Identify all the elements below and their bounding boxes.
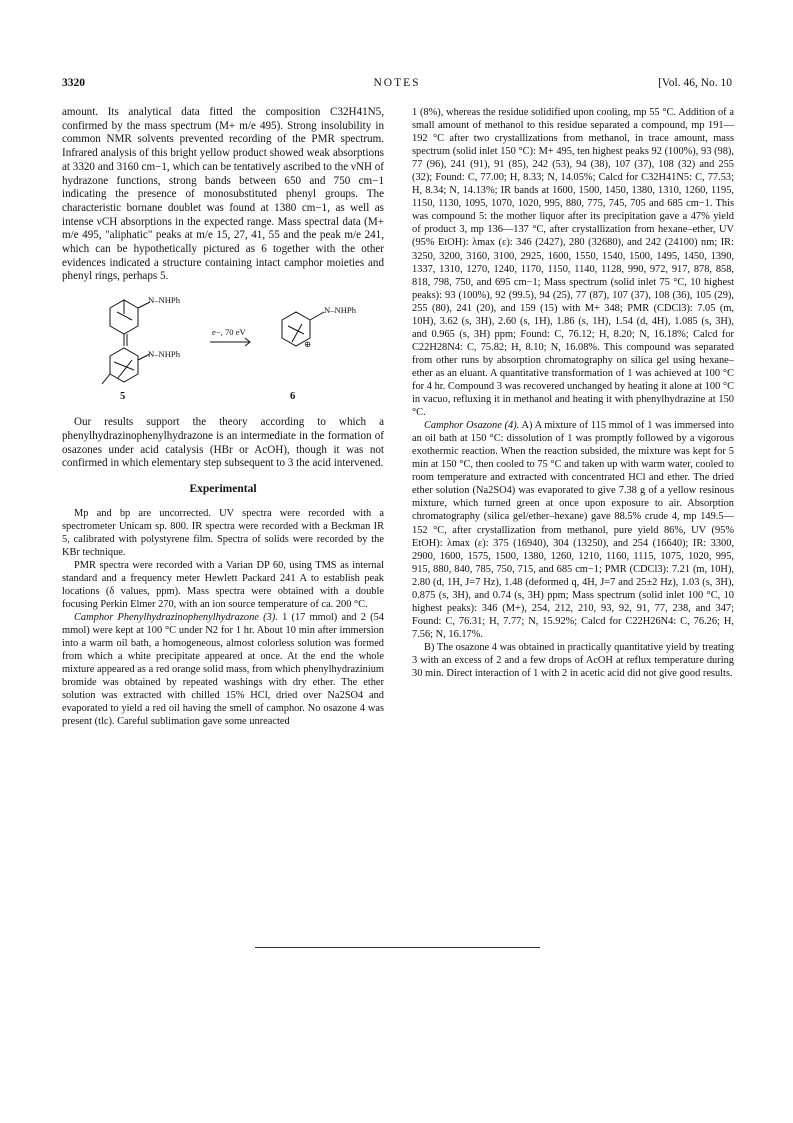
paragraph-compound-5: 1 (8%), whereas the residue solidified upon cooling, mp 55 °C. Addition of a small amount of methanol to this residue separated a compound, mp 191—192 °C after two crystallizations from methanol, in trace amount, mass spectrum (solid inlet 150 °C): M+ 495, ten highest peaks 92 (100%), 93 (98), 77 (96), 241 (91), 91 (85), 242 (53), 94 (38), 107 (37), 108 (32) and 255 (32); Found: C, 77.00; H, 8.33; N, 14.05%; Calcd for C32H41N5: C, 77.53; H, 8.34; N, 14.13%; IR bands at 1600, 1500, 1450, 1380, 1310, 1260, 1195, 1150, 1130, 1095, 1070, 1020, 995, 880, 775, 745, 705 and 685 cm−1. This was compound 5: the mother liquor after its precipitation gave a 47% yield of product 3, mp 136—137 °C, after crystallization from hexane–ether, UV (95% EtOH): λmax (ε): 346 (2427), 280 (32680), and 242 (24100) nm; IR: 3250, 3200, 3160, 3100, 2925, 1600, 1550, 1540, 1500, 1495, 1450, 1390, 1337, 1310, 1270, 1240, 1170, 1150, 1140, 1128, 990, 972, 917, 878, 858, 818, 798, 750, and 695 cm−1; Mass spectrum (solid inlet 75 °C, 10 highest peaks): 93 (100%), 92 (99.5), 94 (25), 77 (87), 107 (37), 108 (36), 105 (29), 255 (80), 241 (20), and 159 (15) with M+ 348; PMR (CDCl3): 7.05 (m, 10H), 3.62 (s, 3H), 2.60 (s, 1H), 1.86 (s, 1H), 1.54 (d, 4H), 1.085 (s, 3H), and 0.965 (s, 3H) ppm; Found: C, 76.12; H, 8.20; N, 16.18%; Calcd for C22H28N4: C, 75.82; H, 8.10; N, 16.08%. This compound was separated from other runs by absorption chromatography on silica gel using hexane–ether as an eluant. A quantitative transformation of 1 was achieved at 100 °C for 4 hr. Compound 3 was recovered unchanged by heating it alone at 100 °C in vacuo, refluxing it in methanol and heating it with phenylhydrazine at 150 °C. [412,107,734,419]
experimental-heading: Experimental [189,482,257,495]
nnhph-label-product: N–NHPh [324,305,356,316]
osazone-text: A) A mixture of 115 mmol of 1 was immersed into an oil bath at 150 °C: dissolution of 1 was promptly followed by a vigorous exothermic reaction. When the reaction subsided, the mixture was kept for 5 min at 150 °C, then cooled to 75 °C and taken up with warm water, cooled to room temperature and extracted with concentrated HCl and ether. The dried ether solution (Na2SO4) was evaporated to give 7.38 g of a yellow resinous mixture, which turned green at once upon exposure to air. Absorption chromatography (silica gel/ether–hexane) gave 88.5% crude 4, mp 149.5—152 °C, after crystallization from methanol, pure yield 86%, UV (95% EtOH): λmax (ε): 375 (16940), 304 (13250), and 254 (16640); IR: 3300, 2900, 1600, 1575, 1500, 1380, 1260, 1210, 1160, 1115, 1075, 1020, 995, 915, 880, 840, 785, 750, 715, and 685 cm−1; PMR (CDCl3): 7.21 (m, 10H), 2.80 (d, 1H, J=7 Hz), 1.48 (deformed q, 4H, J=7 and 25±2 Hz), 1.03 (s, 3H), 0.875 (s, 3H), and 0.74 (s, 3H) ppm; Mass spectrum (solid inlet 100 °C, 10 highest peaks): 346 (M+), 254, 212, 210, 93, 92, 91, 77, 238, and 347; Found: C, 76.31; H, 7.77; N, 15.92%; Calcd for C22H26N4: C, 76.26; H, 7.56; N, 16.17%. [412,420,734,640]
nnhph-label-bottom: N–NHPh [148,349,180,360]
cation-plus-sign: ⊕ [304,339,312,350]
arrow-condition-label: e−, 70 eV [212,327,246,338]
volume-info: [Vol. 46, No. 10 [658,77,732,89]
ring-bottom [110,348,138,382]
reaction-scheme [62,290,384,408]
left-column [62,106,384,728]
page-header [62,77,732,91]
right-column [412,106,734,680]
paragraph-method-b: B) The osazone 4 was obtained in practically quantitative yield by treating 3 with an excess of 2 and a few drops of AcOH at reflux temperature during 30 min. Direct interaction of 1 with 2 in acetic acid did not give good results. [412,641,734,680]
compound-number-6: 6 [290,391,296,403]
compound-3-title: Camphor Phenylhydrazinophenylhydrazone (3). [74,612,278,624]
paragraph-conclusion: Our results support the theory according to which a phenylhydrazinophenylhydrazone is an intermediate in the formation of osazones under acid catalysis (HBr or AcOH), though it was not confirmed in which elementary step subsequent to 3 the acid intervened. [62,416,384,470]
section-title: NOTES [373,77,421,89]
paragraph-analysis: amount. Its analytical data fitted the composition C32H41N5, confirmed by the mass spectrum (M+ m/e 495). Strong insolubility in common NMR solvents prevented recording of the PMR spectrum. Infrared analysis of this bright yellow product showed weak absorptions at 3320 and 3160 cm−1, which can be tentatively ascribed to the νNH of hydrazone functions, strong bands between 650 and 750 cm−1 indicating the presence of monosubstituted phenyl groups. The characteristic bornane doublet was found at 1380 cm−1, as well as intense νCH absorptions in the expected range. Mass spectral data (M+ m/e 495, "aliphatic" peaks at m/e 15, 27, 41, 55 and the peak m/e 241, which can be hypothetically pictured as 6 together with the other evidences indicated a structure containing intact camphor moieties and phenyl rings, perhaps 5. [62,106,384,283]
compound-number-5: 5 [120,391,126,403]
osazone-title: Camphor Osazone (4). [424,420,520,432]
paragraph-compound-3 [62,611,384,728]
paragraph-osazone [412,419,734,641]
page-number: 3320 [62,77,85,89]
nnhph-label-top: N–NHPh [148,295,180,306]
paragraph-instruments: Mp and bp are uncorrected. UV spectra were recorded with a spectrometer Unicam sp. 800. IR spectra were recorded with a Beckman IR 5, calibrated with polystyrene film. Spectra of solids were recorded by the KBr technique. [62,507,384,558]
compound-3-text: 1 (17 mmol) and 2 (54 mmol) were kept at 100 °C under N2 for 1 hr. About 10 min after immersion into a warm oil bath, a homogeneous, almost colorless solution was formed from which a white precipitate appeared at once. At the end the whole mixture appeared as a red orange solid mass, from which phenylhydrazinium bromide was obtained by repeated washings with dry ether. The ether solution was extracted with chilled 15% HCl, dried over Na2SO4 and evaporated to yield a red oil having the smell of camphor. No osazone 4 was present (tlc). Careful sublimation gave some unreacted [62,612,384,728]
paragraph-pmr: PMR spectra were recorded with a Varian DP 60, using TMS as internal standard and a frequency meter Hewlett Packard 241 A to establish peak locations (δ values, ppm). Mass spectra were obtained with a double focusing Perkin Elmer 270, with an ion source temperature of ca. 200 °C. [62,559,384,610]
end-rule [255,947,540,948]
